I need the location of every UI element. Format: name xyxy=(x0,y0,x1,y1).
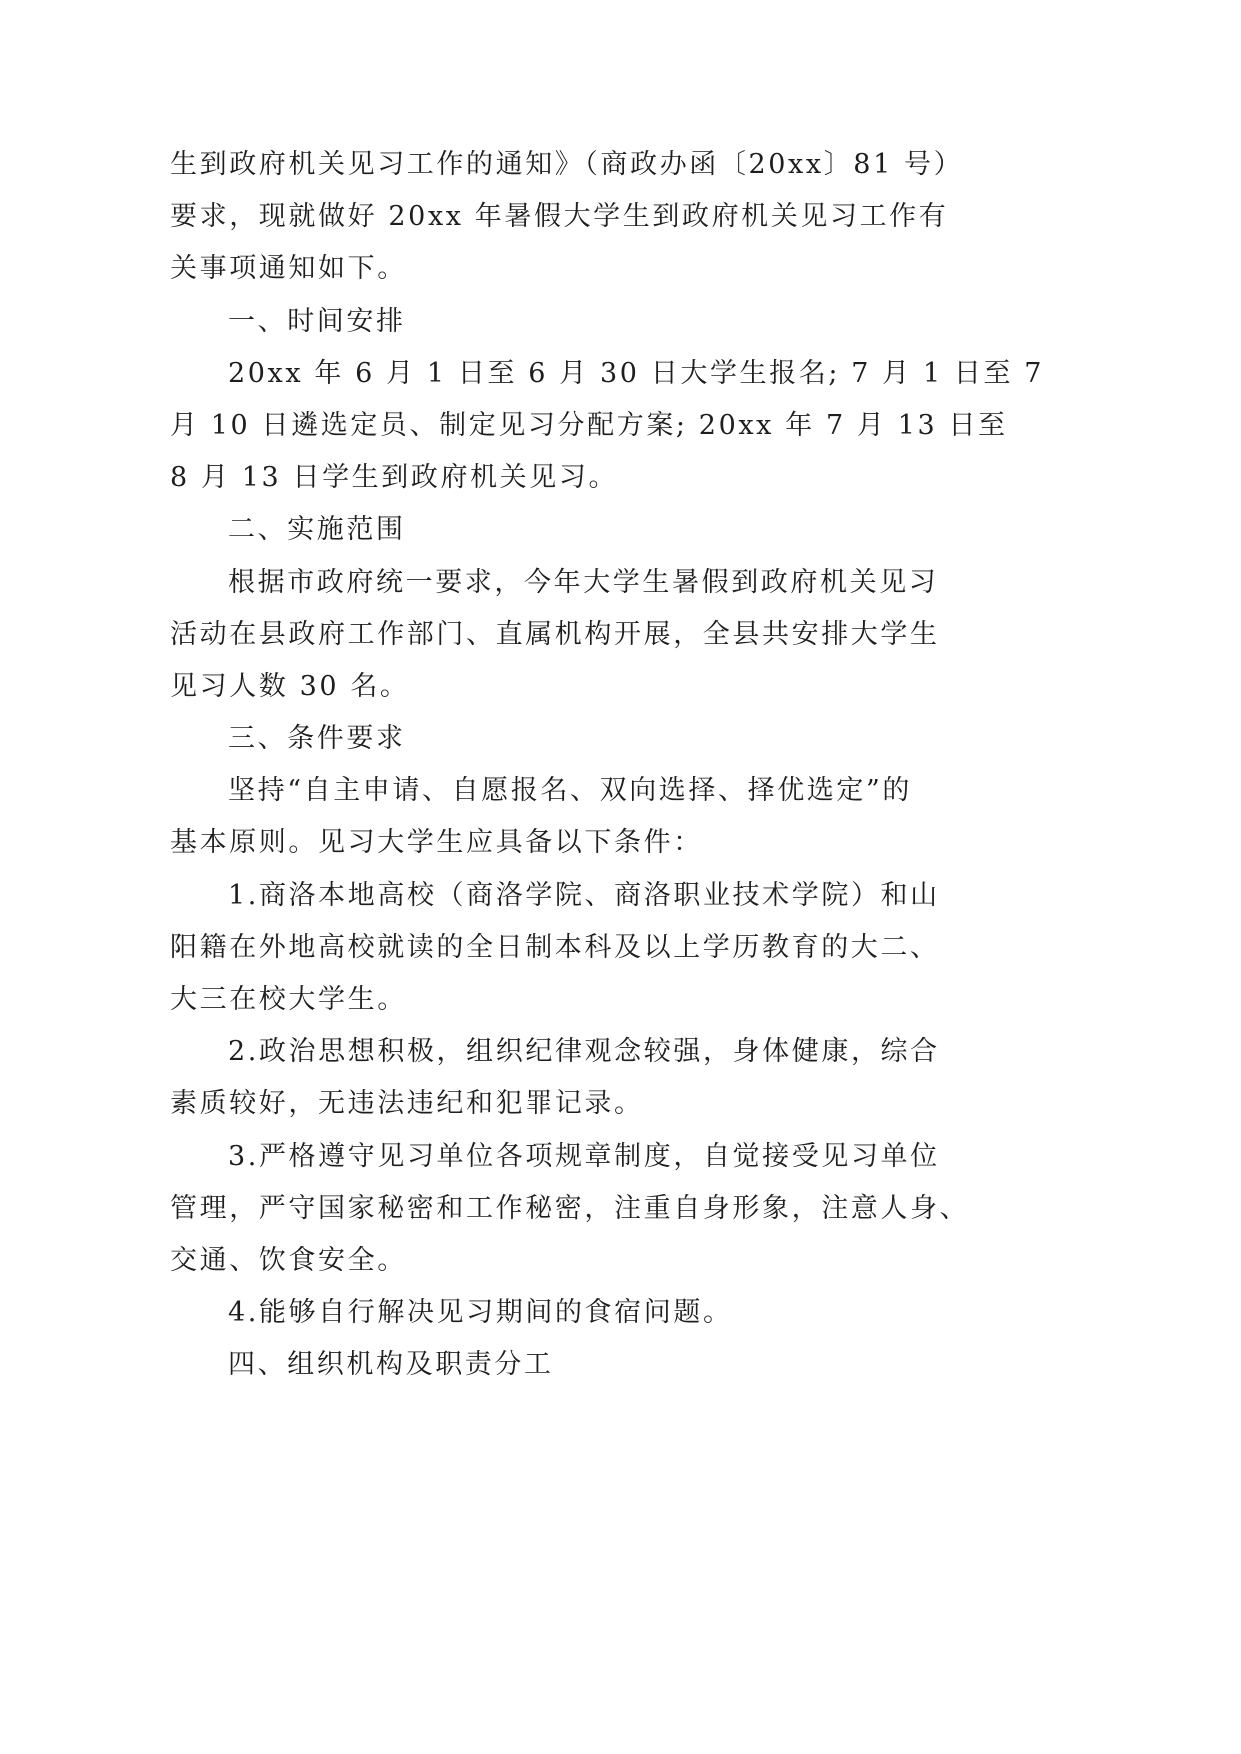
paragraph-line: 基本原则。见习大学生应具备以下条件： xyxy=(170,827,703,859)
paragraph-line: 阳籍在外地高校就读的全日制本科及以上学历教育的大二、 xyxy=(170,931,940,963)
section-heading-organization: 四、组织机构及职责分工 xyxy=(228,1349,554,1381)
paragraph-line: 要求，现就做好 20xx 年暑假大学生到政府机关见习工作有 xyxy=(170,201,949,233)
paragraph-line: 素质较好，无违法违纪和犯罪记录。 xyxy=(170,1088,644,1120)
paragraph-line: 见习人数 30 名。 xyxy=(170,670,410,702)
list-item-1: 1.商洛本地高校（商洛学院、商洛职业技术学院）和山 xyxy=(228,879,940,911)
document-body xyxy=(170,139,1170,1392)
paragraph-line: 交通、饮食安全。 xyxy=(170,1244,407,1276)
list-item-2: 2.政治思想积极，组织纪律观念较强，身体健康，综合 xyxy=(228,1036,940,1068)
paragraph-line: 月 10 日遴选定员、制定见习分配方案; 20xx 年 7 月 13 日至 xyxy=(170,409,1008,441)
paragraph-line: 8 月 13 日学生到政府机关见习。 xyxy=(170,462,619,494)
paragraph-line: 生到政府机关见习工作的通知》（商政办函〔20xx〕81 号） xyxy=(170,149,964,180)
paragraph-line: 20xx 年 6 月 1 日至 6 月 30 日大学生报名; 7 月 1 日至 7 xyxy=(228,357,1045,389)
section-heading-time-arrangement: 一、时间安排 xyxy=(228,305,406,337)
list-item-4: 4.能够自行解决见习期间的食宿问题。 xyxy=(228,1297,733,1329)
paragraph-line: 管理，严守国家秘密和工作秘密，注重自身形象，注意人身、 xyxy=(170,1192,970,1224)
list-item-3: 3.严格遵守见习单位各项规章制度，自觉接受见习单位 xyxy=(228,1140,940,1172)
paragraph-line: 坚持“自主申请、自愿报名、双向选择、择优选定”的 xyxy=(228,775,913,807)
section-heading-requirements: 三、条件要求 xyxy=(228,723,406,755)
paragraph-line: 根据市政府统一要求，今年大学生暑假到政府机关见习 xyxy=(228,566,939,598)
paragraph-line: 关事项通知如下。 xyxy=(170,253,407,285)
paragraph-line: 大三在校大学生。 xyxy=(170,984,407,1015)
paragraph-line: 活动在县政府工作部门、直属机构开展，全县共安排大学生 xyxy=(170,618,940,650)
section-heading-scope: 二、实施范围 xyxy=(228,514,406,546)
